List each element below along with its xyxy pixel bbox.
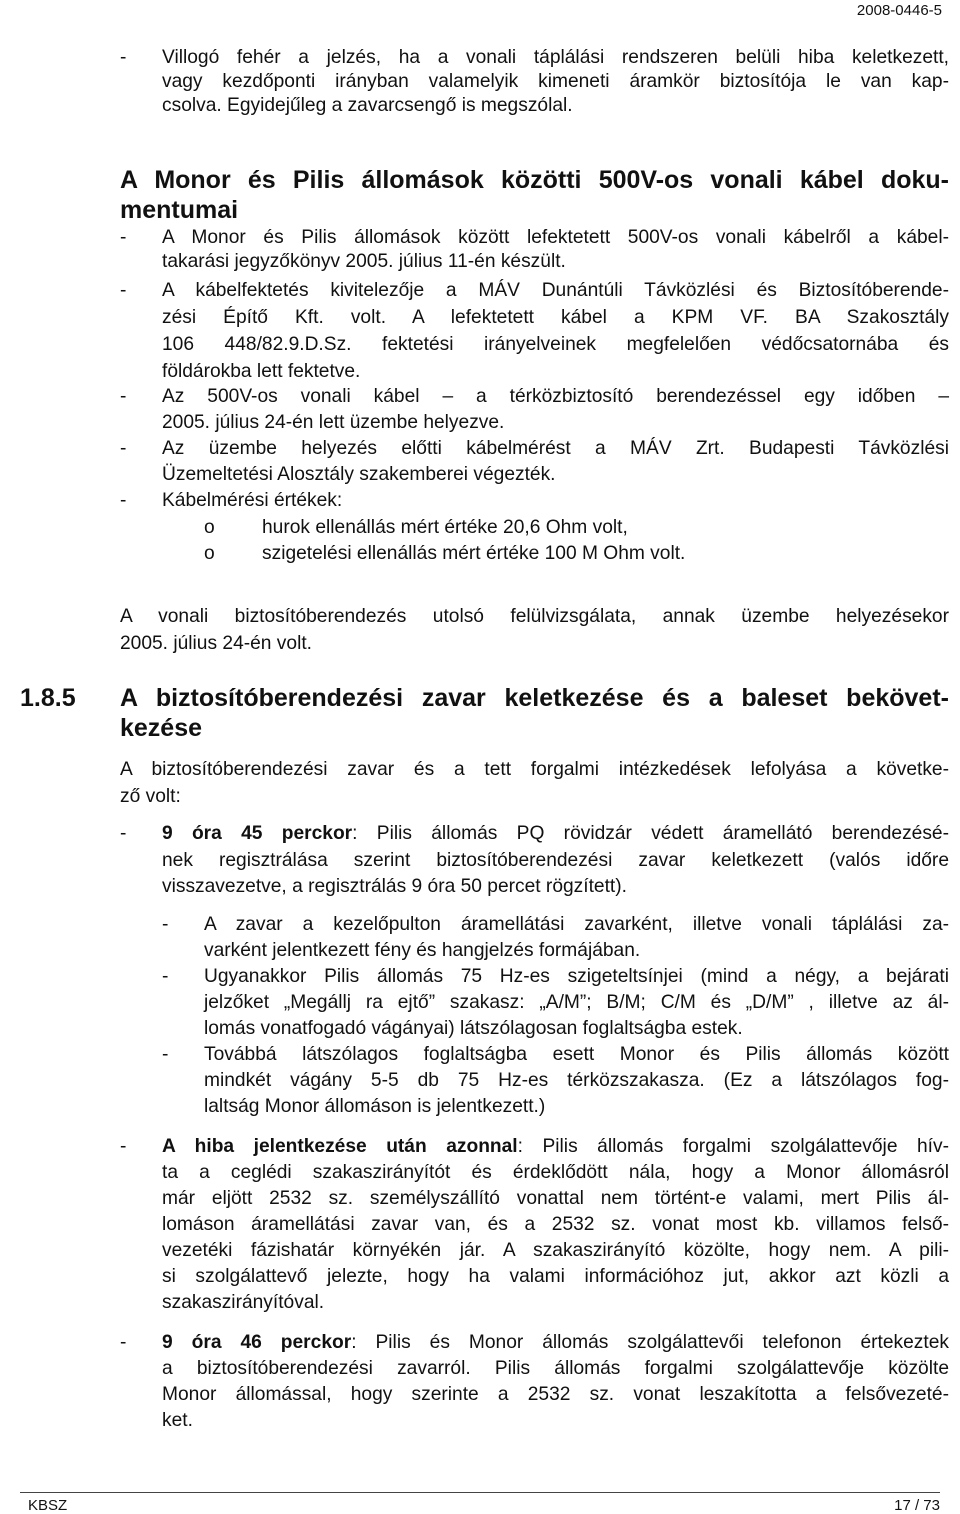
top-item-line: Villogó fehér a jelzés, ha a vonali táplálási rendszeren belüli hiba keletkezett, xyxy=(162,47,949,68)
footer-divider xyxy=(20,1492,940,1493)
subitem-line: varként jelentkezett fény és hangjelzés formájában. xyxy=(204,940,641,961)
event-line: már eljött 2532 sz. személyszállító vonattal nem történt-e valami, mert Pilis ál- xyxy=(162,1188,949,1209)
list-item-line: Az üzembe helyezés előtti kábelmérést a MÁV Zrt. Budapesti Távközlési xyxy=(162,438,949,459)
page-number: 17 / 73 xyxy=(894,1497,940,1514)
top-item-line: csolva. Egyidejűleg a zavarcsengő is megszólal. xyxy=(162,95,573,116)
section-number: 1.8.5 xyxy=(20,684,76,712)
list-dash: - xyxy=(120,438,127,459)
list-item-line: Kábelmérési értékek: xyxy=(162,490,343,511)
list-dash: - xyxy=(120,227,127,248)
list-dash: - xyxy=(120,1136,127,1157)
list-item-line: földárokba lett fektetve. xyxy=(162,361,361,382)
list-item-line: A kábelfektetés kivitelezője a MÁV Dunántúli Távközlési és Biztosítóberende- xyxy=(162,280,949,301)
event-line xyxy=(162,1331,949,1355)
event-text: : Pilis állomás PQ rövidzár védett áramellátó berendezésé- xyxy=(352,823,949,844)
list-dash: - xyxy=(120,490,127,511)
subitem-line: mindkét vágány 5-5 db 75 Hz-es térközszakasza. (Ez a látszólagos fog- xyxy=(204,1070,949,1091)
list-dash: - xyxy=(120,386,127,407)
event-line: si szolgálattevő jelezte, hogy ha valami információhoz jut, akkor azt közli a xyxy=(162,1266,949,1287)
sub-bullet: o xyxy=(204,543,215,564)
event-line: vezetéki fázishatár környékén jár. A szakaszirányító közölte, hogy nem. A pili- xyxy=(162,1240,949,1261)
subitem-line: Továbbá látszólagos foglaltságba esett Monor és Pilis állomás között xyxy=(204,1044,949,1065)
event-line: nek regisztrálása szerint biztosítóberendezési zavar keletkezett (valós időre xyxy=(162,850,949,871)
paragraph-line: 2005. július 24-én volt. xyxy=(120,633,312,654)
list-item-line: zési Építő Kft. volt. A lefektetett kábel a KPM VF. BA Szakosztály xyxy=(162,307,949,328)
list-dash: - xyxy=(162,966,169,987)
document-reference: 2008-0446-5 xyxy=(856,2,942,19)
subitem-line: laltság Monor állomáson is jelentkezett.) xyxy=(204,1096,546,1117)
event-line: ket. xyxy=(162,1410,193,1431)
list-dash: - xyxy=(162,1044,169,1065)
list-item-line: 106 448/82.9.D.Sz. fektetési irányelveinek megfelelően védőcsatornába és xyxy=(162,334,949,355)
paragraph-line: A vonali biztosítóberendezés utolsó felülvizsgálata, annak üzembe helyezésekor xyxy=(120,606,949,627)
event-line: Monor állomással, hogy szerinte a 2532 sz. vonat leszakította a felsővezeté- xyxy=(162,1384,949,1405)
subitem-line: jelzőket „Megállj ra ejtő” szakasz: „A/M”; B/M; C/M és „D/M” , illetve az ál- xyxy=(204,992,949,1013)
event-line: visszavezetve, a regisztrálás 9 óra 50 percet rögzített). xyxy=(162,876,627,897)
list-dash: - xyxy=(120,47,127,68)
sub-bullet: o xyxy=(204,517,215,538)
list-dash: - xyxy=(162,914,169,935)
section-heading: A Monor és Pilis állomások közötti 500V-os vonali kábel doku- xyxy=(120,166,949,194)
measurement-line: szigetelési ellenállás mért értéke 100 M Ohm volt. xyxy=(262,543,686,564)
top-item-line: vagy kezdőponti irányban valamelyik kimeneti áramkör biztosítója le van kap- xyxy=(162,71,949,92)
list-item-line: takarási jegyzőkönyv 2005. július 11-én készült. xyxy=(162,251,566,272)
footer-organization: KBSZ xyxy=(28,1497,68,1514)
measurement-line: hurok ellenállás mért értéke 20,6 Ohm volt, xyxy=(262,517,628,538)
event-line xyxy=(162,822,949,846)
list-item-line: 2005. július 24-én lett üzembe helyezve. xyxy=(162,412,505,433)
event-time: 9 óra 46 perckor xyxy=(162,1332,352,1353)
subitem-line: A zavar a kezelőpulton áramellátási zavarként, illetve vonali táplálási za- xyxy=(204,914,949,935)
list-item-line: A Monor és Pilis állomások között lefektetett 500V-os vonali kábelről a kábel- xyxy=(162,227,949,248)
section-heading: A biztosítóberendezési zavar keletkezése és a baleset bekövet- xyxy=(120,684,949,712)
event-text: : Pilis állomás forgalmi szolgálattevője hív- xyxy=(517,1136,949,1157)
subitem-line: lomás vonatfogadó vágányai) látszólagosan foglaltságba estek. xyxy=(204,1018,743,1039)
event-line: lomáson áramellátási zavar van, és a 2532 sz. vonat most kb. villamos felső- xyxy=(162,1214,949,1235)
list-item-line: Üzemeltetési Alosztály szakemberei végezték. xyxy=(162,464,556,485)
section-heading: mentumai xyxy=(120,196,239,224)
subitem-line: Ugyanakkor Pilis állomás 75 Hz-es szigeteltsínjei (mind a négy, a bejárati xyxy=(204,966,949,987)
event-text: : Pilis és Monor állomás szolgálattevői telefonon értekeztek xyxy=(351,1332,949,1353)
paragraph-line: A biztosítóberendezési zavar és a tett forgalmi intézkedések lefolyása a követke- xyxy=(120,759,949,780)
event-line: ta a ceglédi szakaszirányítót és érdeklődött nála, hogy a Monor állomásról xyxy=(162,1162,949,1183)
event-time: 9 óra 45 perckor xyxy=(162,823,353,844)
paragraph-line: ző volt: xyxy=(120,786,181,807)
event-line xyxy=(162,1135,949,1159)
section-heading: kezése xyxy=(120,714,203,742)
list-dash: - xyxy=(120,280,127,301)
event-line: a biztosítóberendezési zavarról. Pilis állomás forgalmi szolgálattevője közölte xyxy=(162,1358,949,1379)
event-line: szakaszirányítóval. xyxy=(162,1292,325,1313)
event-time: A hiba jelentkezése után azonnal xyxy=(162,1136,518,1157)
list-dash: - xyxy=(120,823,127,844)
list-dash: - xyxy=(120,1332,127,1353)
list-item-line: Az 500V-os vonali kábel – a térközbiztosító berendezéssel egy időben – xyxy=(162,386,949,407)
